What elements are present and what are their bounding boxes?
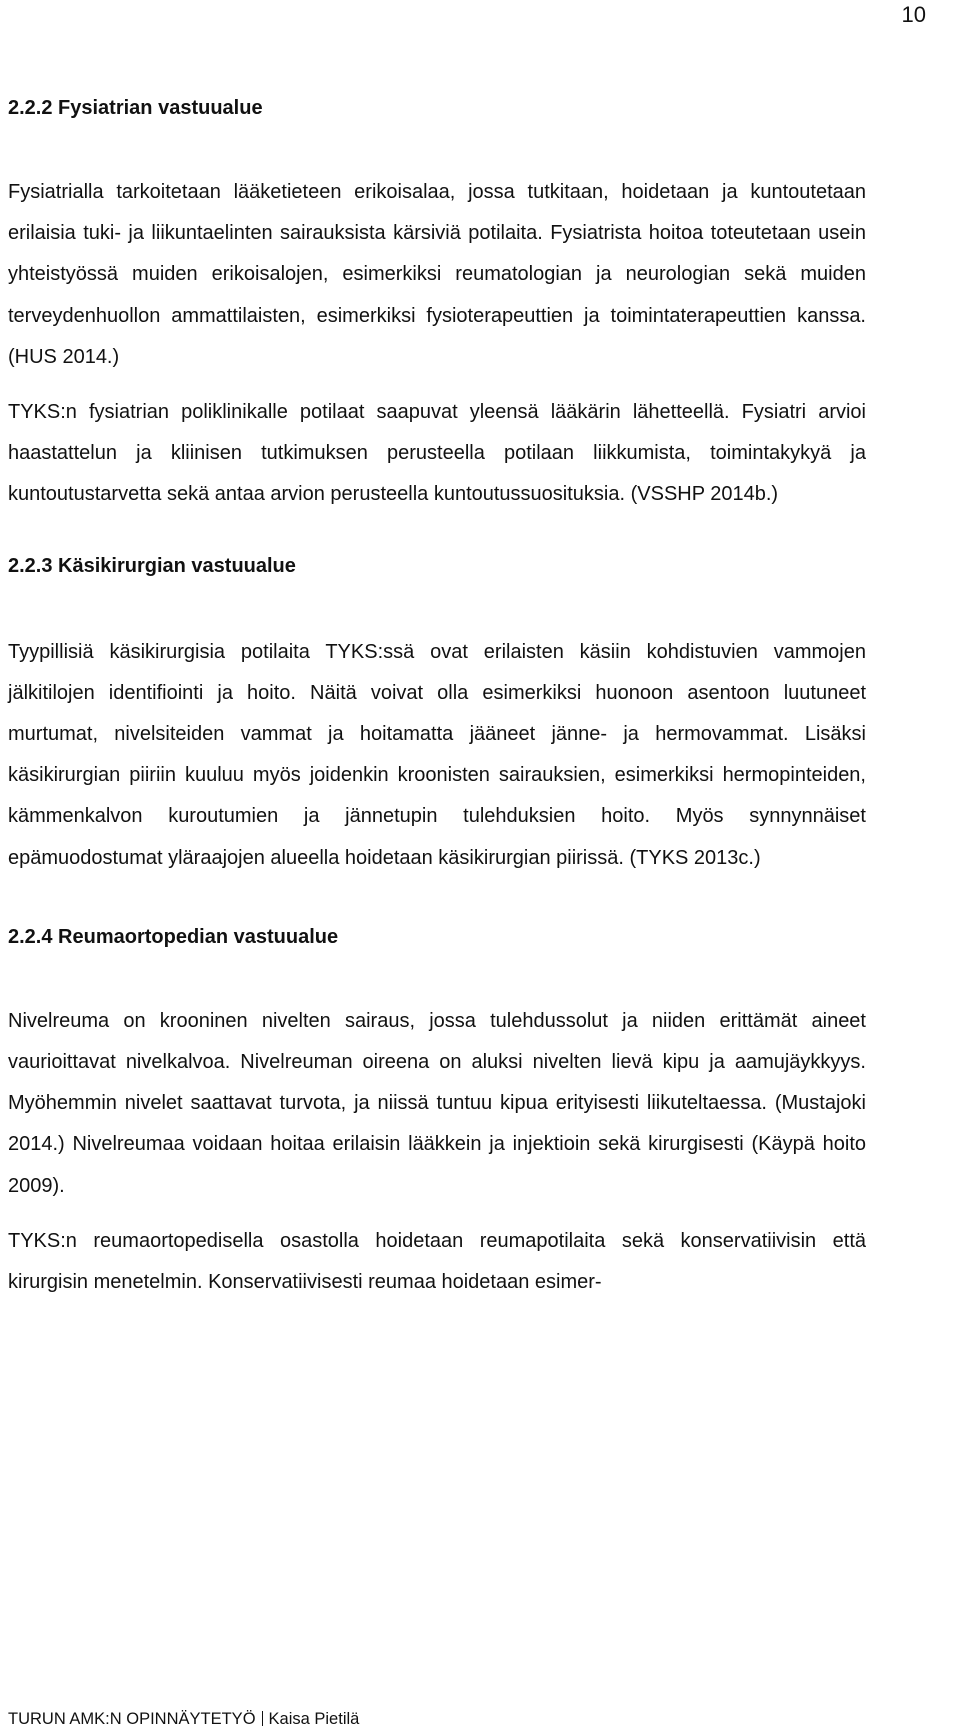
footer-author: Kaisa Pietilä [268, 1710, 360, 1728]
footer-separator [262, 1711, 263, 1726]
section-kasikirurgia [8, 554, 866, 879]
section-reumaortopedia [8, 925, 866, 1303]
section-heading-kasikirurgia: 2.2.3 Käsikirurgian vastuualue [8, 554, 296, 577]
page-footer [8, 1709, 359, 1729]
section-fysiatria [8, 96, 866, 516]
paragraph-kasikirurgia-1: Tyypillisiä käsikirurgisia potilaita TYKS:ssä ovat erilaisten käsiin kohdistuvien vammojen jälkitilojen identifiointi ja hoito. Näitä voivat olla esimerkiksi huonoon asentoon luutuneet murtumat, nivelsiteiden vammat ja hoitamatta jääneet jänne- ja hermovammat. Lisäksi käsikirurgian piiriin kuuluu myös joidenkin kroonisten sairauksien, esimerkiksi hermopinteiden, kämmenkalvon kuroutumien ja jännetupin tulehduksien hoito. Myös synnynnäiset epämuodostumat yläraajojen alueella hoidetaan käsikirurgian piirissä. (TYKS 2013c.) [8, 640, 866, 869]
footer-institution: TURUN AMK:N OPINNÄYTETYÖ [8, 1710, 256, 1728]
paragraph-fysiatria-1: Fysiatrialla tarkoitetaan lääketieteen erikoisalaa, jossa tutkitaan, hoidetaan ja kuntoutetaan erilaisia tuki- ja liikuntaelinten sairauksista kärsiviä potilaita. Fysiatrista hoitoa toteutetaan usein yhteistyössä muiden erikoisalojen, esimerkiksi reumatologian ja neurologian sekä muiden terveydenhuollon ammattilaisten, esimerkiksi fysioterapeuttien ja toimintaterapeuttien kanssa. (HUS 2014.) [8, 181, 866, 368]
page-content [8, 96, 866, 1303]
page-number: 10 [901, 2, 926, 27]
paragraph-reumaortopedia-2: TYKS:n reumaortopedisella osastolla hoidetaan reumapotilaita sekä konservatiivisin että kirurgisin menetelmin. Konservatiivisesti reumaa hoidetaan esimer- [8, 1229, 866, 1294]
paragraph-fysiatria-2: TYKS:n fysiatrian poliklinikalle potilaat saapuvat yleensä lääkärin lähetteellä. Fysiatri arvioi haastattelun ja kliinisen tutkimuksen perusteella potilaan liikkumista, toimintakykyä ja kuntoutustarvetta sekä antaa arvion perusteella kuntoutussuosituksia. (VSSHP 2014b.) [8, 401, 866, 506]
paragraph-reumaortopedia-1: Nivelreuma on krooninen nivelten sairaus, jossa tulehdussolut ja niiden erittämät aineet vaurioittavat nivelkalvoa. Nivelreuman oireena on aluksi nivelten lievä kipu ja aamujäykkyys. Myöhemmin nivelet saattavat turvota, ja niissä tuntuu kipua erityisesti liikuteltaessa. (Mustajoki 2014.) Nivelreumaa voidaan hoitaa erilaisin lääkkein ja injektioin sekä kirurgisesti (Käypä hoito 2009). [8, 1009, 866, 1197]
section-heading-fysiatria: 2.2.2 Fysiatrian vastuualue [8, 97, 263, 119]
section-heading-reumaortopedia: 2.2.4 Reumaortopedian vastuualue [8, 925, 339, 948]
